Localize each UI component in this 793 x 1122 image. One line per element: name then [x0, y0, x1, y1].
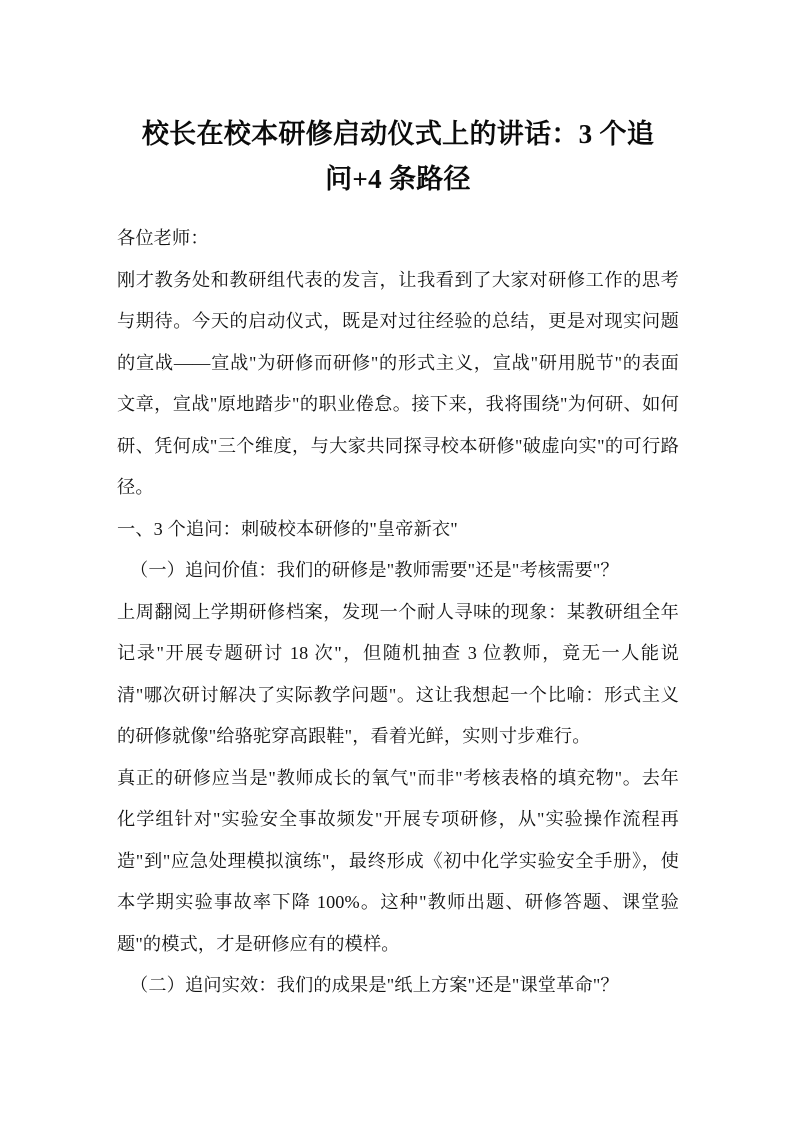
paragraph-salutation: 各位老师： [117, 228, 209, 248]
subsection-heading-two: （二）追问实效：我们的成果是"纸上方案"还是"课堂革命"？ [130, 975, 619, 995]
page-title-line-1: 校长在校本研修启动仪式上的讲话：3 个追 [141, 119, 655, 149]
paragraph-opening-remarks: 刚才教务处和教研组代表的发言，让我看到了大家对研修工作的思考与期待。今天的启动仪式，既是对过往经验的总结，更是对现实问题的宣战——宣战"为研修而研修"的形式主义，宣战"研用脱节"的表面文章，宣战"原地踏步"的职业倦怠。接下来，我将围绕"为何研、如何研、凭何成"三个维度，与大家共同探寻校本研修"破虚向实"的可行路径。 [117, 269, 679, 497]
paragraph-subsection-one-body-1: 上周翻阅上学期研修档案，发现一个耐人寻味的现象：某教研组全年记录"开展专题研讨 18 次"，但随机抽查 3 位教师，竟无一人能说清"哪次研讨解决了实际教学问题"。这让我想起一个比喻：形式主义的研修就像"给骆驼穿高跟鞋"，看着光鲜，实则寸步难行。 [117, 601, 679, 746]
page-title [117, 112, 679, 202]
paragraph-subsection-one-body-2: 真正的研修应当是"教师成长的氧气"而非"考核表格的填充物"。去年化学组针对"实验安全事故频发"开展专项研修，从"实验操作流程再造"到"应急处理模拟演练"，最终形成《初中化学实验安全手册》，使本学期实验事故率下降 100%。这种"教师出题、研修答题、课堂验题"的模式，才是研修应有的模样。 [117, 767, 679, 954]
page-bottom-whitespace [117, 1007, 679, 1067]
document-content [117, 112, 679, 1067]
subsection-heading-one: （一）追问价值：我们的研修是"教师需要"还是"考核需要"？ [130, 560, 619, 580]
page-title-line-2: 问+4 条路径 [325, 164, 471, 194]
section-heading-one: 一、3 个追问：刺破校本研修的"皇帝新衣" [117, 518, 458, 539]
